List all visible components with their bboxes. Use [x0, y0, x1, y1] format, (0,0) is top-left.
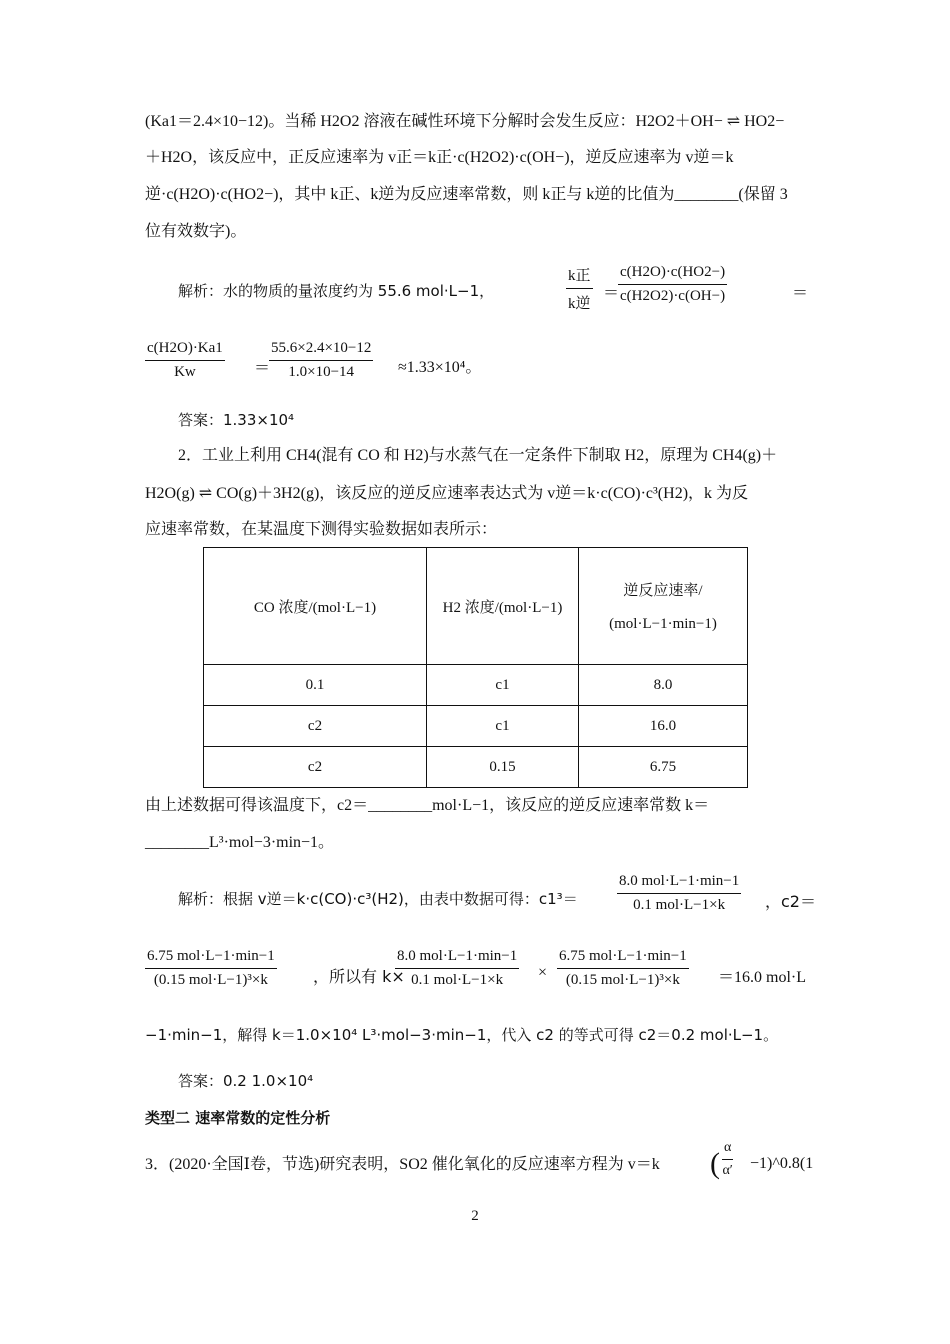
table-header-row	[204, 548, 748, 665]
table-cell: c2	[204, 706, 427, 747]
q2-analysis-1: 解析：根据 v逆＝k·c(CO)·c³(H2)，由表中数据可得：c1³＝	[178, 890, 578, 908]
table-cell: 6.75	[579, 747, 748, 788]
q2-after-table-2: ________L³·mol−3·min−1。	[145, 834, 335, 851]
q2-fraction-2	[145, 948, 277, 989]
q1-ratio-num: k正	[566, 264, 593, 289]
q2-a4-num: 6.75 mol·L−1·min−1	[557, 948, 689, 969]
q2-fraction-4	[557, 948, 689, 989]
q3-tail: −1)^0.8(1	[750, 1155, 814, 1172]
table-cell: 0.1	[204, 665, 427, 706]
q2-line-3: 应速率常数，在某温度下测得实验数据如表所示：	[145, 521, 498, 538]
q2-analysis-3: −1·min−1，解得 k＝1.0×10⁴ L³·mol−3·min−1，代入 c2 的等式可得 c2＝0.2 mol·L−1。	[145, 1026, 779, 1044]
header-co-conc: CO 浓度/(mol·L−1)	[204, 548, 427, 665]
q1-f1-num: c(H2O)·c(HO2−)	[618, 264, 727, 285]
table-cell: c1	[427, 706, 579, 747]
table-cell: 8.0	[579, 665, 748, 706]
q1-ratio-den: k逆	[568, 296, 591, 312]
q1-fraction-3	[269, 340, 373, 381]
q1-eq-2: ＝	[792, 285, 809, 302]
q2-a3-num: 8.0 mol·L−1·min−1	[395, 948, 519, 969]
header-h2-conc: H2 浓度/(mol·L−1)	[427, 548, 579, 665]
table-row	[204, 706, 748, 747]
q2-times: ×	[538, 964, 548, 981]
q2-a4-den: (0.15 mol·L−1)³×k	[565, 972, 680, 988]
q2-a2-den: (0.15 mol·L−1)³×k	[153, 972, 268, 988]
q1-line-2: ＋H2O，该反应中，正反应速率为 v正＝k正·c(H2O2)·c(OH−)，逆反应速率为 v逆＝k	[145, 149, 734, 166]
table-row	[204, 665, 748, 706]
q1-line-1: (Ka1＝2.4×10−12)。当稀 H2O2 溶液在碱性环境下分解时会发生反应：H2O2＋OH− ⇌ HO2−	[145, 113, 785, 130]
q2-fraction-3	[395, 948, 519, 989]
table-cell: c1	[427, 665, 579, 706]
table-cell: 16.0	[579, 706, 748, 747]
q1-line-4: 位有效数字)。	[145, 223, 247, 240]
q1-eq-3: ＝	[254, 360, 271, 377]
q1-line-3: 逆·c(H2O)·c(HO2−)，其中 k正、k逆为反应速率常数，则 k正与 k逆的比值为________(保留 3	[145, 186, 788, 203]
q1-f3-num: 55.6×2.4×10−12	[269, 340, 373, 361]
header-rate-line-1: 逆反应速率/	[623, 583, 703, 599]
table-cell: c2	[204, 747, 427, 788]
q3-frac-den: α′	[722, 1163, 733, 1178]
q1-eq-1: ＝	[603, 285, 620, 302]
q1-analysis-label: 解析：水的物质的量浓度约为 55.6 mol·L−1，	[178, 282, 495, 300]
header-rate	[579, 548, 748, 665]
q2-a4-tail: ＝16.0 mol·L	[718, 969, 806, 986]
q2-a1-tail: ，c2＝	[765, 892, 816, 911]
q2-after-table-1: 由上述数据可得该温度下，c2＝________mol·L−1，该反应的逆反应速率常数 k＝	[145, 797, 710, 814]
q2-a1-num: 8.0 mol·L−1·min−1	[617, 873, 741, 894]
q1-f2-num: c(H2O)·Ka1	[145, 340, 225, 361]
section-heading: 类型二 速率常数的定性分析	[145, 1109, 331, 1127]
q2-a2-num: 6.75 mol·L−1·min−1	[145, 948, 277, 969]
q2-a3-den: 0.1 mol·L−1×k	[411, 972, 504, 988]
q2-mid-text: ，所以有 k×	[313, 967, 405, 986]
table-row	[204, 747, 748, 788]
q3-fraction	[722, 1140, 733, 1179]
q2-a1-den: 0.1 mol·L−1×k	[633, 897, 726, 913]
table-cell: 0.15	[427, 747, 579, 788]
data-table	[203, 547, 748, 788]
q1-f3-den: 1.0×10−14	[288, 364, 355, 380]
q3-open-paren: (	[710, 1147, 720, 1180]
q1-answer: 答案：1.33×10⁴	[178, 411, 295, 429]
q2-line-1: 2．工业上利用 CH4(混有 CO 和 H2)与水蒸气在一定条件下制取 H2，原理为 CH4(g)＋	[178, 447, 778, 464]
header-rate-line-2: (mol·L−1·min−1)	[609, 616, 717, 632]
q2-answer: 答案：0.2 1.0×10⁴	[178, 1072, 314, 1090]
page-number: 2	[471, 1208, 479, 1224]
q2-fraction-1	[617, 873, 741, 914]
q1-f1-den: c(H2O2)·c(OH−)	[620, 288, 726, 304]
q3-line-1: 3．(2020·全国Ⅰ卷，节选)研究表明，SO2 催化氧化的反应速率方程为 v＝k	[145, 1156, 660, 1173]
q1-f2-den: Kw	[174, 364, 196, 380]
q1-ratio-fraction	[566, 264, 593, 313]
q1-result: ≈1.33×10⁴。	[398, 359, 482, 376]
q2-line-2: H2O(g) ⇌ CO(g)＋3H2(g)，该反应的逆反应速率表达式为 v逆＝k·c(CO)·c³(H2)，k 为反	[145, 485, 749, 502]
q3-frac-num: α	[722, 1140, 733, 1160]
q1-fraction-1	[618, 264, 727, 305]
q1-fraction-2	[145, 340, 225, 381]
